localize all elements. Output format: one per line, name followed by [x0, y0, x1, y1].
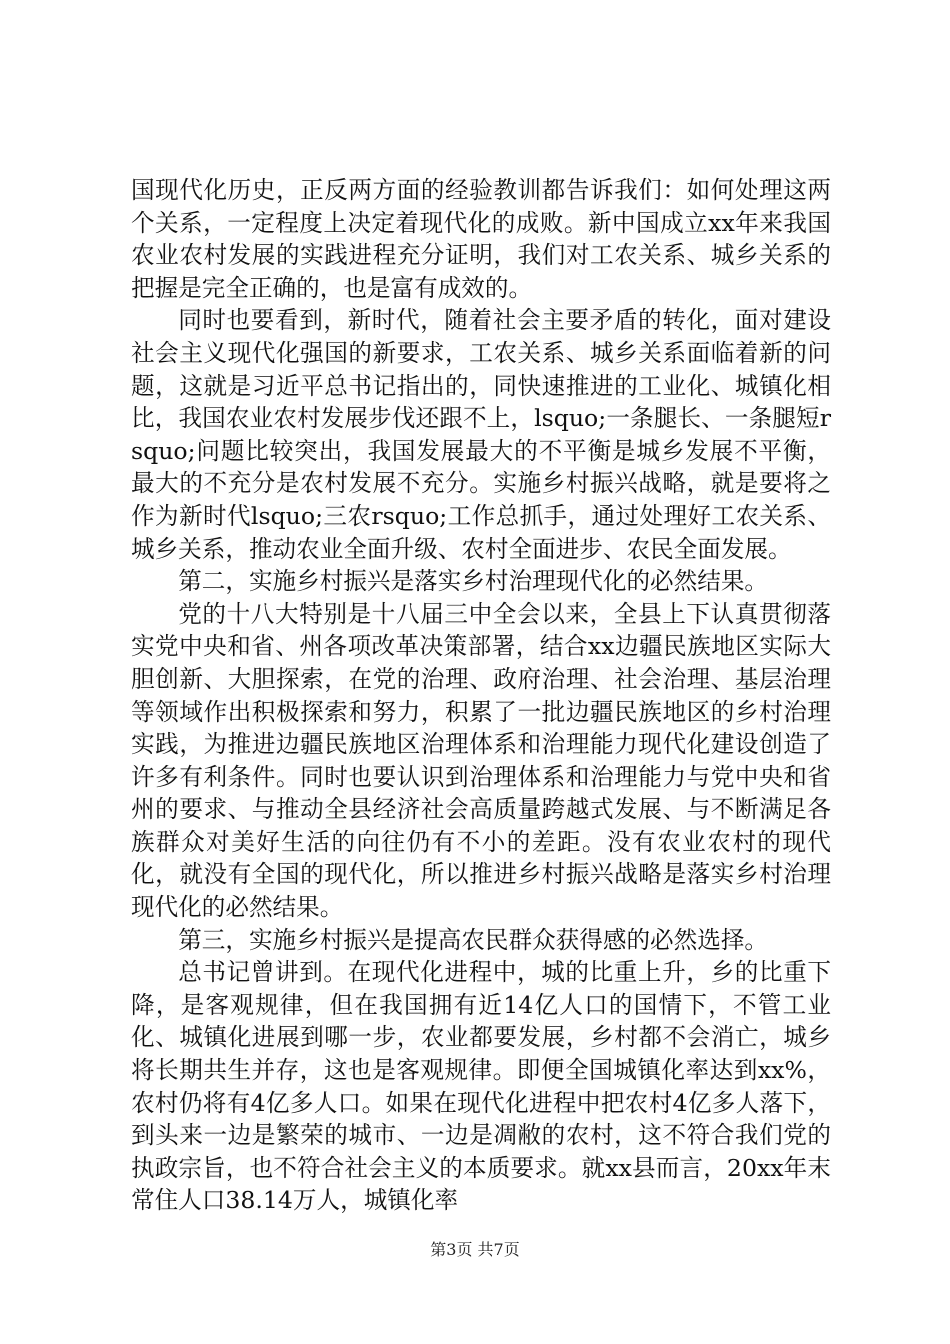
paragraph-4: 总书记曾讲到。在现代化进程中，城的比重上升，乡的比重下降，是客观规律，但在我国拥有近14亿人口的国情下，不管工业化、城镇化进展到哪一步，农业都要发展，乡村都不会消亡，城乡将长期共生并存，这也是客观规律。即便全国城镇化率达到xx%，农村仍将有4亿多人口。如果在现代化进程中把农村4亿多人落下，到头来一边是繁荣的城市、一边是凋敝的农村，这不符合我们党的执政宗旨，也不符合社会主义的本质要求。就xx县而言，20xx年末常住人口38.14万人，城镇化率: [131, 958, 831, 1215]
page-footer: [0, 1240, 950, 1260]
paragraph-2: 同时也要看到，新时代，随着社会主要矛盾的转化，面对建设社会主义现代化强国的新要求，工农关系、城乡关系面临着新的问题，这就是习近平总书记指出的，同快速推进的工业化、城镇化相比，我国农业农村发展步伐还跟不上，lsquo;一条腿长、一条腿短rsquo;问题比较突出，我国发展最大的不平衡是城乡发展不平衡，最大的不充分是农村发展不充分。实施乡村振兴战略，就是要将之作为新时代lsquo;三农rsquo;工作总抓手，通过处理好工农关系、城乡关系，推动农业全面升级、农村全面进步、农民全面发展。: [131, 306, 831, 563]
paragraph-3: 党的十八大特别是十八届三中全会以来，全县上下认真贯彻落实党中央和省、州各项改革决策部署，结合xx边疆民族地区实际大胆创新、大胆探索，在党的治理、政府治理、社会治理、基层治理等领域作出积极探索和努力，积累了一批边疆民族地区的乡村治理实践，为推进边疆民族地区治理体系和治理能力现代化建设创造了许多有利条件。同时也要认识到治理体系和治理能力与党中央和省州的要求、与推动全县经济社会高质量跨越式发展、与不断满足各族群众对美好生活的向往仍有不小的差距。没有农业农村的现代化，就没有全国的现代化，所以推进乡村振兴战略是落实乡村治理现代化的必然结果。: [131, 599, 831, 922]
section-heading-second: 第二，实施乡村振兴是落实乡村治理现代化的必然结果。: [178, 567, 769, 596]
section-heading-third: 第三，实施乡村振兴是提高农民群众获得感的必然选择。: [178, 925, 769, 954]
paragraph-1: 国现代化历史，正反两方面的经验教训都告诉我们：如何处理这两个关系，一定程度上决定着现代化的成败。新中国成立xx年来我国农业农村发展的实践进程充分证明，我们对工农关系、城乡关系的把握是完全正确的，也是富有成效的。: [131, 176, 831, 302]
page-number-label: 第3页 共7页: [430, 1240, 520, 1259]
document-body: [131, 174, 831, 1217]
